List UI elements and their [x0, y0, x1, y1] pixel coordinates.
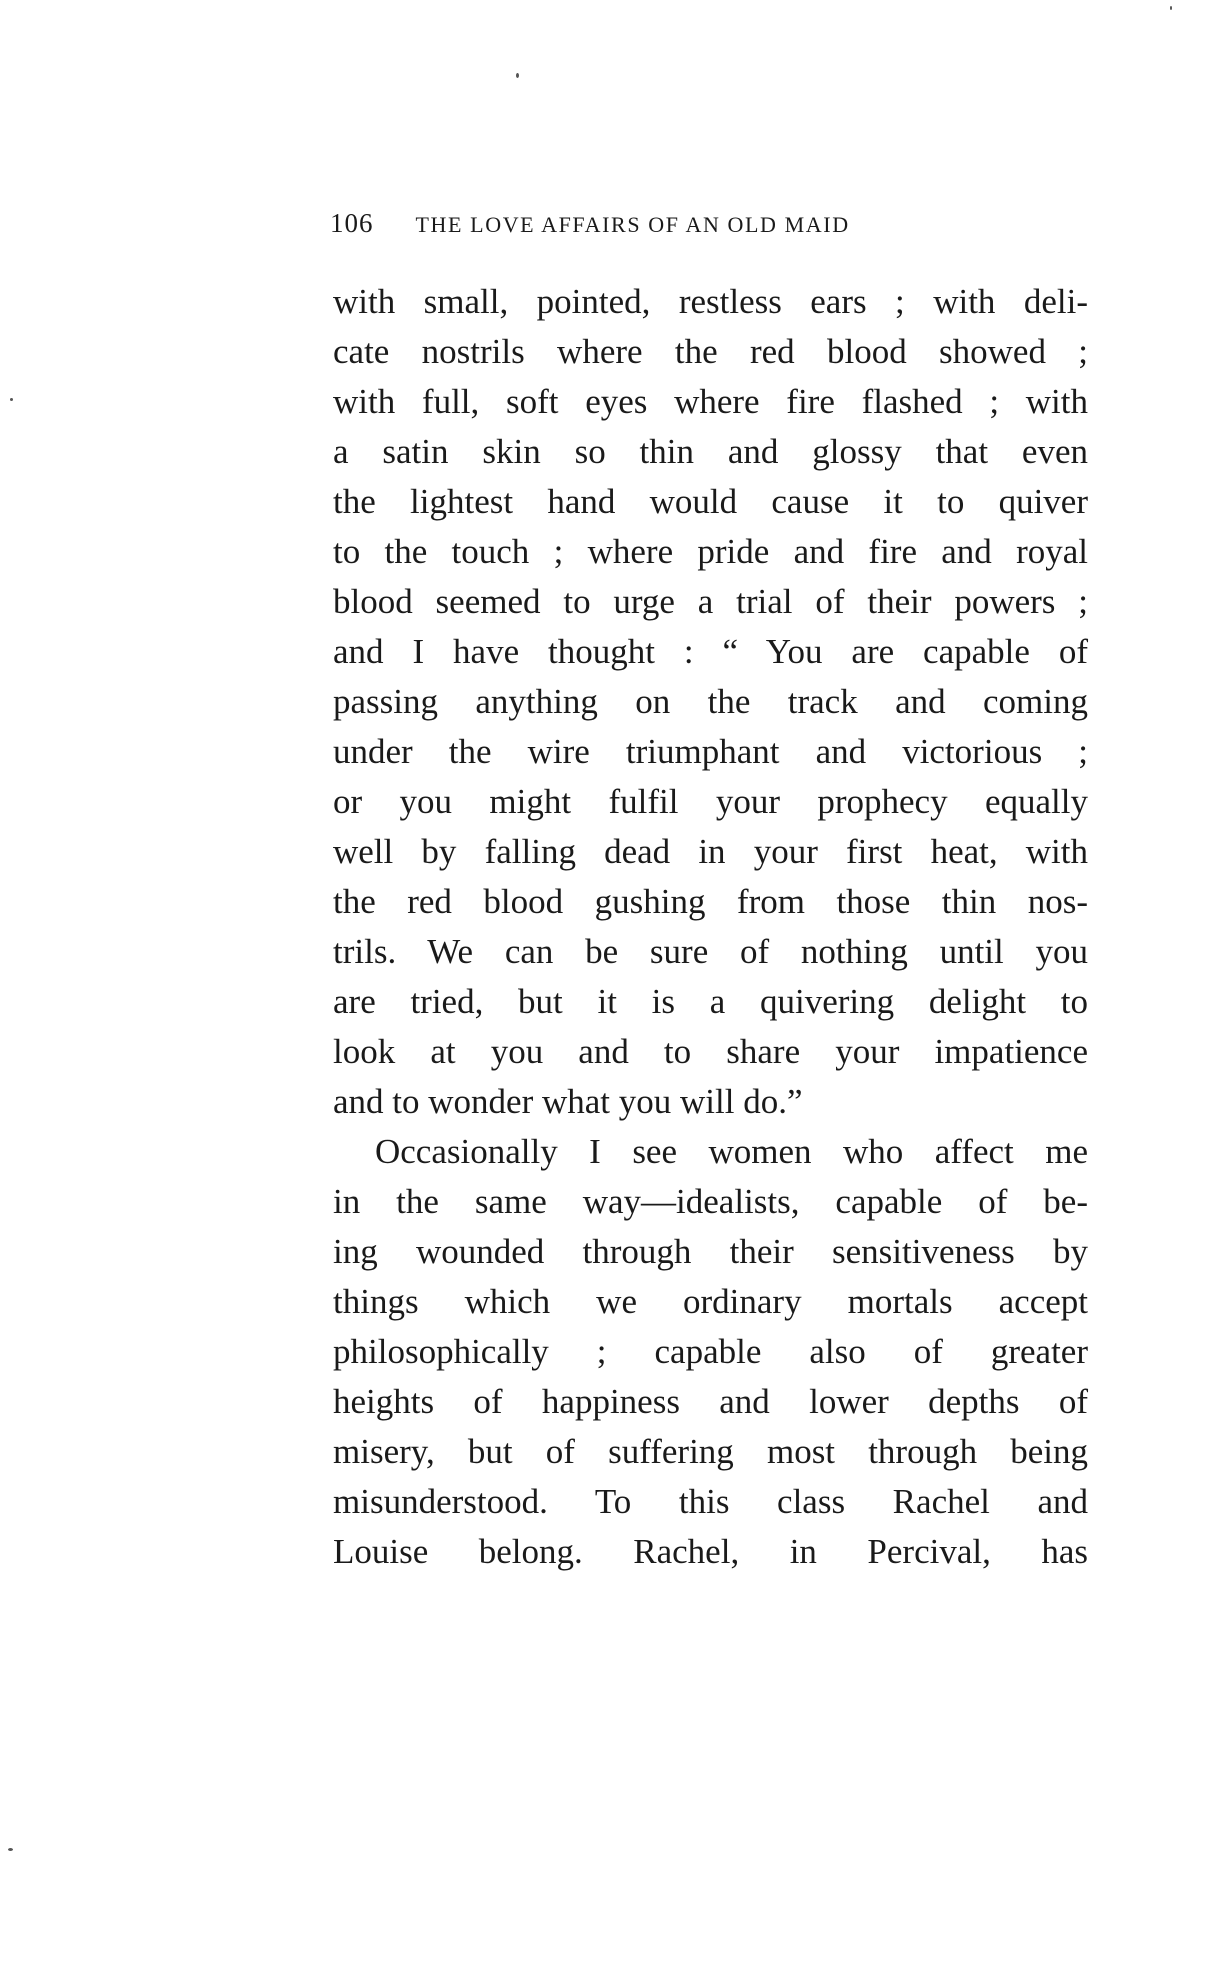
scan-speck [1170, 6, 1172, 10]
text-line: Occasionally I see women who affect me [375, 1132, 1088, 1171]
text-line: or you might fulfil your prophecy equally [333, 782, 1088, 821]
text-line: under the wire triumphant and victorious ; [333, 732, 1088, 771]
scan-speck [10, 398, 13, 401]
text-line: Louise belong. Rachel, in Percival, has [333, 1532, 1088, 1571]
running-title: THE LOVE AFFAIRS OF AN OLD MAID [415, 212, 850, 237]
paragraph-2 [333, 1127, 1088, 1577]
running-head [330, 208, 1090, 248]
text-line: to the touch ; where pride and fire and royal [333, 532, 1088, 571]
body-text [333, 277, 1088, 1577]
text-line: the lightest hand would cause it to quiver [333, 482, 1088, 521]
text-line: and I have thought : “ You are capable of [333, 632, 1088, 671]
text-line: with full, soft eyes where fire flashed ; with [333, 382, 1088, 421]
text-line: with small, pointed, restless ears ; with deli- [333, 282, 1088, 321]
text-line: passing anything on the track and coming [333, 682, 1088, 721]
text-line: the red blood gushing from those thin nos- [333, 882, 1088, 921]
text-line: blood seemed to urge a trial of their powers ; [333, 582, 1088, 621]
scan-speck [8, 1848, 13, 1851]
page-number: 106 [330, 208, 374, 238]
text-line: misunderstood. To this class Rachel and [333, 1482, 1088, 1521]
scan-speck [516, 73, 519, 78]
text-line: a satin skin so thin and glossy that even [333, 432, 1088, 471]
text-line: are tried, but it is a quivering delight to [333, 982, 1088, 1021]
text-line: misery, but of suffering most through being [333, 1432, 1088, 1471]
text-line: look at you and to share your impatience [333, 1032, 1088, 1071]
text-line: and to wonder what you will do.” [333, 1082, 803, 1121]
text-line: ing wounded through their sensitiveness by [333, 1232, 1088, 1271]
text-line: philosophically ; capable also of greater [333, 1332, 1088, 1371]
text-line: well by falling dead in your first heat, with [333, 832, 1088, 871]
text-line: in the same way—idealists, capable of be- [333, 1182, 1088, 1221]
text-line: heights of happiness and lower depths of [333, 1382, 1088, 1421]
paragraph-1 [333, 277, 1088, 1127]
text-line: things which we ordinary mortals accept [333, 1282, 1088, 1321]
text-line: cate nostrils where the red blood showed ; [333, 332, 1088, 371]
text-line: trils. We can be sure of nothing until you [333, 932, 1088, 971]
